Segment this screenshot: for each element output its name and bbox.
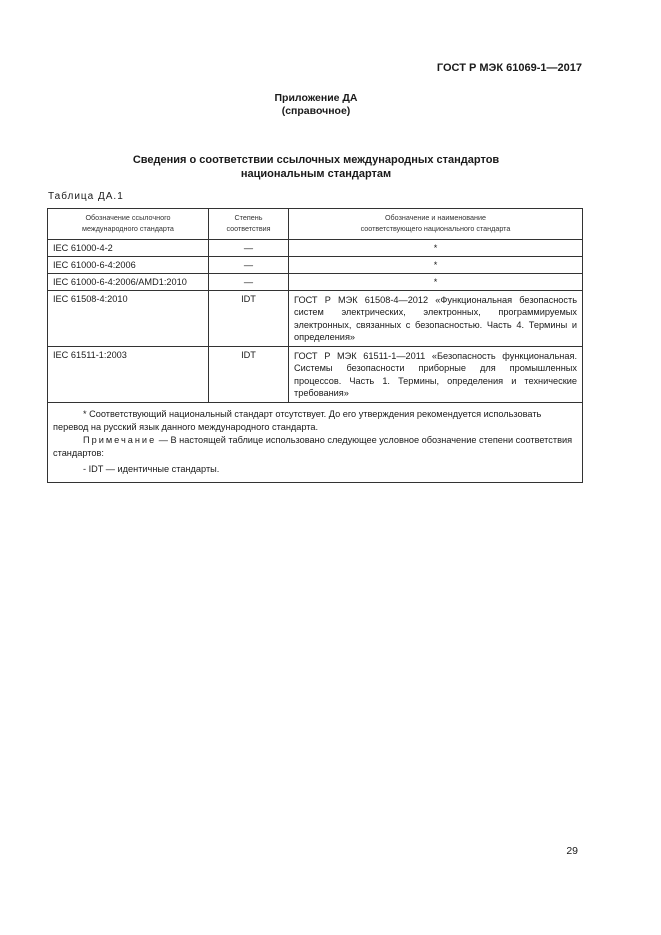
annex-title: Приложение ДА bbox=[274, 92, 358, 104]
table-row bbox=[48, 274, 583, 291]
annex-heading bbox=[0, 92, 632, 118]
national-cell: * bbox=[289, 274, 583, 291]
degree-cell: — bbox=[209, 274, 289, 291]
header-degree bbox=[209, 209, 289, 240]
national-cell: ГОСТ Р МЭК 61508-4—2012 «Функциональная безопасность систем электрических, электронных, программируемых электронных, связанных с безопасностью. Часть 4. Термины и определения» bbox=[289, 291, 583, 347]
note-item: - IDT — идентичные стандарты. bbox=[83, 464, 220, 475]
note-text: — В настоящей таблице использовано следующее условное обозначение степени соответствия стандартов: bbox=[53, 435, 573, 459]
table-header-row bbox=[48, 209, 583, 240]
table-row bbox=[48, 240, 583, 257]
correspondence-table bbox=[47, 208, 583, 483]
table-row bbox=[48, 347, 583, 403]
header-col2-line1: Степень bbox=[234, 213, 263, 222]
ref-cell: IEC 61511-1:2003 bbox=[48, 347, 209, 403]
header-national-standard bbox=[289, 209, 583, 240]
footnote-cell bbox=[48, 403, 583, 483]
section-title bbox=[0, 153, 632, 181]
footnote-text: * Соответствующий национальный стандарт отсутствует. До его утверждения рекомендуется использовать перевод на русский язык данного международного стандарта. bbox=[53, 409, 542, 433]
note-label: Примечание bbox=[83, 435, 157, 446]
table-row bbox=[48, 257, 583, 274]
ref-cell: IEC 61000-6-4:2006/AMD1:2010 bbox=[48, 274, 209, 291]
header-col3-line1: Обозначение и наименование bbox=[384, 213, 487, 222]
note-paragraph bbox=[53, 434, 577, 460]
national-cell: ГОСТ Р МЭК 61511-1—2011 «Безопасность функциональная. Системы безопасности приборные для промышленных процессов. Часть 1. Термины, определения и технические требования» bbox=[289, 347, 583, 403]
header-col1-line1: Обозначение ссылочного bbox=[85, 213, 171, 222]
ref-cell: IEC 61508-4:2010 bbox=[48, 291, 209, 347]
standard-code: ГОСТ Р МЭК 61069-1—2017 bbox=[436, 62, 582, 74]
degree-cell: — bbox=[209, 257, 289, 274]
header-col3-line2: соответствующего национального стандарта bbox=[360, 224, 511, 233]
header-col2-line2: соответствия bbox=[226, 224, 271, 233]
national-cell: * bbox=[289, 240, 583, 257]
section-title-line2: национальным стандартам bbox=[240, 168, 392, 180]
degree-cell: IDT bbox=[209, 347, 289, 403]
ref-cell: IEC 61000-6-4:2006 bbox=[48, 257, 209, 274]
annex-subtitle: (справочное) bbox=[281, 105, 351, 117]
ref-cell: IEC 61000-4-2 bbox=[48, 240, 209, 257]
national-cell: * bbox=[289, 257, 583, 274]
table-row bbox=[48, 291, 583, 347]
table-footnote-row bbox=[48, 403, 583, 483]
degree-cell: IDT bbox=[209, 291, 289, 347]
page-number: 29 bbox=[566, 845, 578, 857]
degree-cell: — bbox=[209, 240, 289, 257]
section-title-line1: Сведения о соответствии ссылочных международных стандартов bbox=[132, 154, 500, 166]
table-caption: Таблица ДА.1 bbox=[48, 191, 124, 202]
header-ref-standard bbox=[48, 209, 209, 240]
header-col1-line2: международного стандарта bbox=[82, 224, 174, 233]
